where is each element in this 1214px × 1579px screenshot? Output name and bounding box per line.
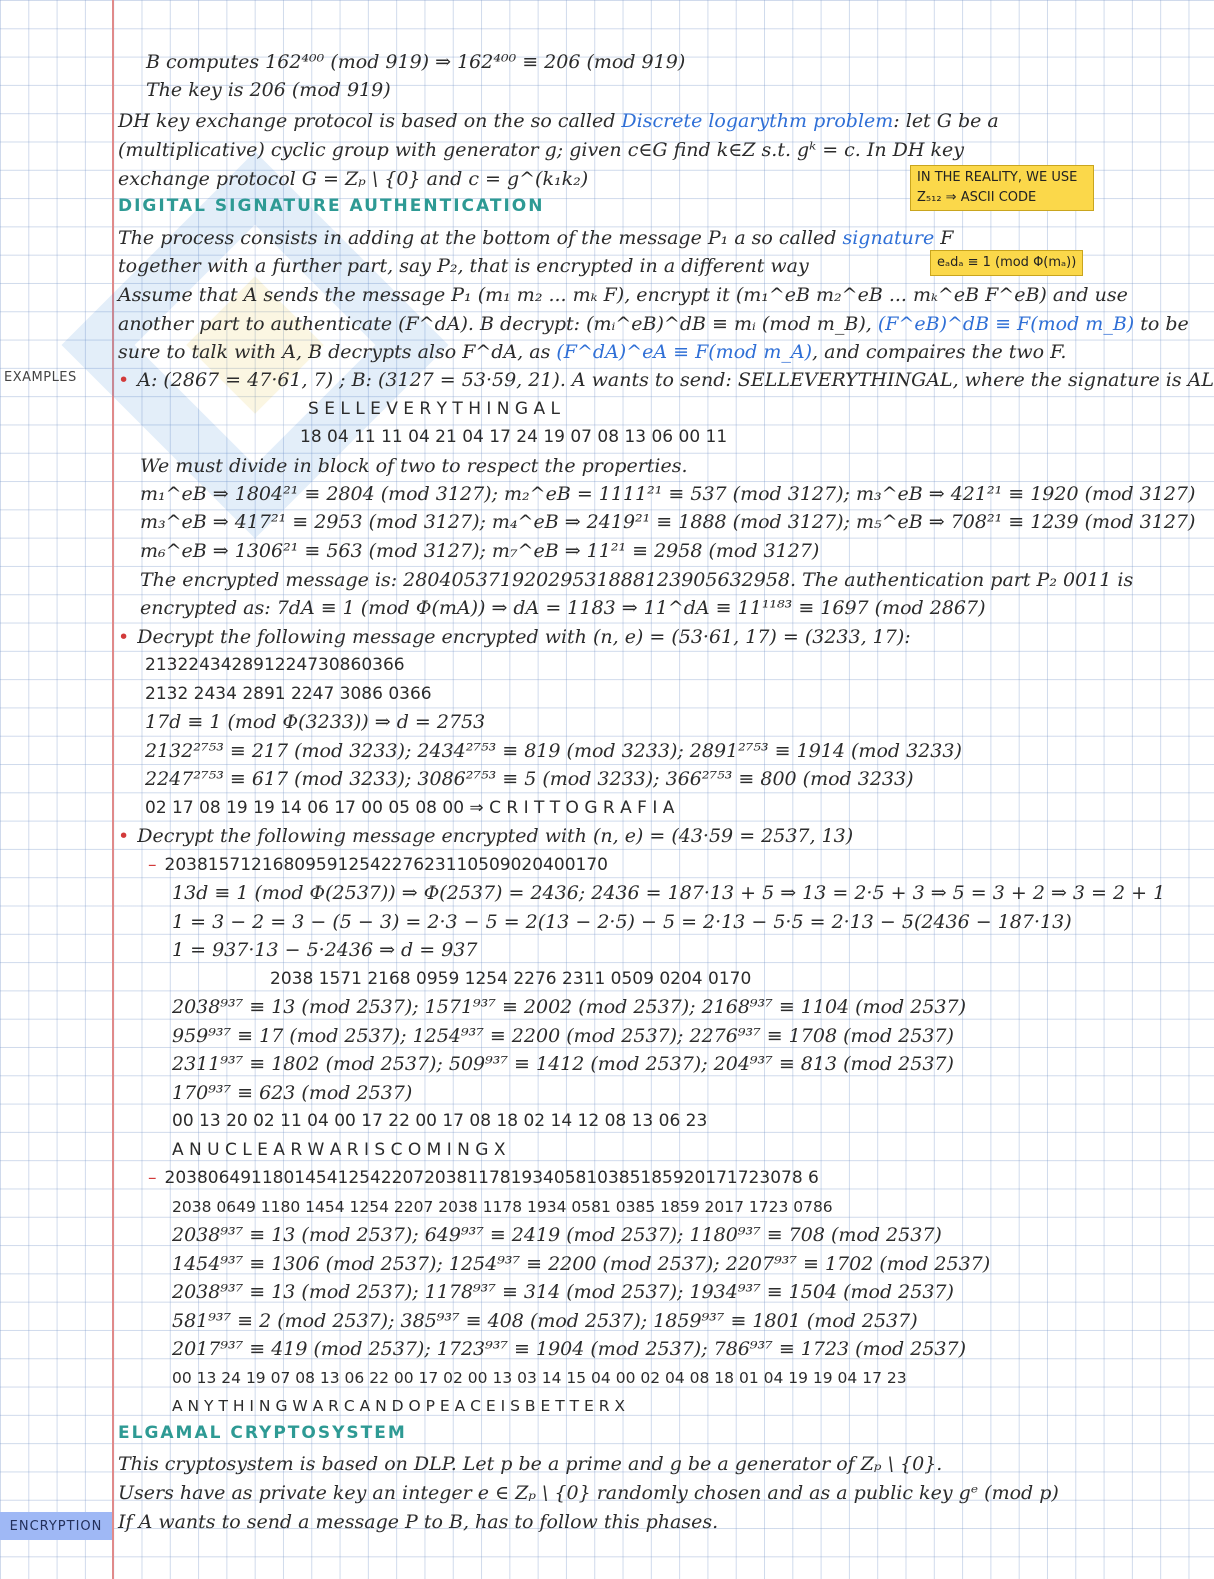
- text-line: 17d ≡ 1 (mod Φ(3233)) ⇒ d = 2753: [145, 711, 486, 733]
- text-line: 00 13 24 19 07 08 13 06 22 00 17 02 00 13 03 14 15 04 00 02 04 08 18 01 04 19 19 04 17 23: [172, 1369, 907, 1387]
- text-line: 1 = 3 − 2 = 3 − (5 − 3) = 2·3 − 5 = 2(13 − 2·5) − 5 = 2·13 − 5·5 = 2·13 − 5(2436 − 187·13): [172, 911, 1072, 933]
- text-line: A N U C L E A R W A R I S C O M I N G X: [172, 1140, 506, 1160]
- text-line: sure to talk with A, B decrypts also F^dA, as (F^dA)^eA ≡ F(mod m_A), and compaires the two F.: [118, 341, 1067, 363]
- side-label-encryption: ENCRYPTION: [0, 1512, 112, 1540]
- dash-icon: –: [148, 855, 157, 875]
- text-line: 213224342891224730860366: [145, 655, 405, 675]
- text-line: – 20380649118014541254220720381178193405810385185920171723078 6: [148, 1168, 819, 1188]
- text-line: B computes 162⁴⁰⁰ (mod 919) ⇒ 162⁴⁰⁰ ≡ 206 (mod 919): [146, 51, 686, 73]
- text-line: DH key exchange protocol is based on the so called Discrete logarythm problem: let G be a: [118, 110, 999, 132]
- text-line: 1454⁹³⁷ ≡ 1306 (mod 2537); 1254⁹³⁷ ≡ 2200 (mod 2537); 2207⁹³⁷ ≡ 1702 (mod 2537): [172, 1253, 991, 1275]
- text-line: 1 = 937·13 − 5·2436 ⇒ d = 937: [172, 939, 478, 961]
- text-line: The key is 206 (mod 919): [146, 79, 391, 101]
- term-highlight: (F^dA)^eA ≡ F(mod m_A): [556, 341, 812, 363]
- term-highlight: Discrete logarythm problem: [621, 110, 894, 132]
- bullet-icon: •: [118, 369, 130, 391]
- text-line: 02 17 08 19 19 14 06 17 00 05 08 00 ⇒ C R I T T O G R A F I A: [145, 798, 675, 818]
- text-line: 2038 0649 1180 1454 1254 2207 2038 1178 1934 0581 0385 1859 2017 1723 0786: [172, 1198, 833, 1216]
- text-line: Users have as private key an integer e ∈ Zₚ \ {0} randomly chosen and as a public key gᵉ (mod p): [118, 1482, 1059, 1504]
- text-line: 581⁹³⁷ ≡ 2 (mod 2537); 385⁹³⁷ ≡ 408 (mod 2537); 1859⁹³⁷ ≡ 1801 (mod 2537): [172, 1310, 918, 1332]
- dash-icon: –: [148, 1168, 157, 1188]
- text-line: • Decrypt the following message encrypted with (n, e) = (53·61, 17) = (3233, 17):: [118, 626, 911, 648]
- text-line: 2038⁹³⁷ ≡ 13 (mod 2537); 1178⁹³⁷ ≡ 314 (mod 2537); 1934⁹³⁷ ≡ 1504 (mod 2537): [172, 1281, 954, 1303]
- text-line: • A: (2867 = 47·61, 7) ; B: (3127 = 53·59, 21). A wants to send: SELLEVERYTHINGAL, where the signature is AL: [118, 369, 1214, 391]
- bullet-icon: •: [118, 626, 130, 648]
- text-line: encrypted as: 7dA ≡ 1 (mod Φ(mA)) ⇒ dA = 1183 ⇒ 11^dA ≡ 11¹¹⁸³ ≡ 1697 (mod 2867): [140, 597, 986, 619]
- text-line: Assume that A sends the message P₁ (m₁ m₂ ... mₖ F), encrypt it (m₁^eB m₂^eB ... mₖ^eB F^eB) and use: [118, 284, 1128, 306]
- text-line: m₆^eB ⇒ 1306²¹ ≡ 563 (mod 3127); m₇^eB ⇒ 11²¹ ≡ 2958 (mod 3127): [140, 540, 820, 562]
- text-line: The process consists in adding at the bottom of the message P₁ a so called signature F: [118, 227, 954, 249]
- text-line: A N Y T H I N G W A R C A N D O P E A C E I S B E T T E R X: [172, 1397, 626, 1415]
- text-line: 2038 1571 2168 0959 1254 2276 2311 0509 0204 0170: [270, 969, 752, 989]
- term-highlight: signature: [842, 227, 935, 249]
- text-line: 959⁹³⁷ ≡ 17 (mod 2537); 1254⁹³⁷ ≡ 2200 (mod 2537); 2276⁹³⁷ ≡ 1708 (mod 2537): [172, 1025, 954, 1047]
- section-heading: ELGAMAL CRYPTOSYSTEM: [118, 1423, 407, 1443]
- text-line: 2247²⁷⁵³ ≡ 617 (mod 3233); 3086²⁷⁵³ ≡ 5 (mod 3233); 366²⁷⁵³ ≡ 800 (mod 3233): [145, 768, 914, 790]
- text-line: 2132 2434 2891 2247 3086 0366: [145, 684, 432, 704]
- margin-line: [112, 0, 114, 1579]
- text-line: 2311⁹³⁷ ≡ 1802 (mod 2537); 509⁹³⁷ ≡ 1412 (mod 2537); 204⁹³⁷ ≡ 813 (mod 2537): [172, 1053, 954, 1075]
- text-line: 2017⁹³⁷ ≡ 419 (mod 2537); 1723⁹³⁷ ≡ 1904 (mod 2537); 786⁹³⁷ ≡ 1723 (mod 2537): [172, 1338, 967, 1360]
- side-label-examples: EXAMPLES: [4, 370, 77, 385]
- text-line: 00 13 20 02 11 04 00 17 22 00 17 08 18 02 14 12 08 13 06 23: [172, 1111, 708, 1131]
- text-line: – 20381571216809591254227623110509020400170: [148, 855, 608, 875]
- text-line: 18 04 11 11 04 21 04 17 24 19 07 08 13 06 00 11: [300, 427, 728, 447]
- text-line: 2132²⁷⁵³ ≡ 217 (mod 3233); 2434²⁷⁵³ ≡ 819 (mod 3233); 2891²⁷⁵³ ≡ 1914 (mod 3233): [145, 740, 962, 762]
- text-line: We must divide in block of two to respect the properties.: [140, 455, 688, 477]
- note-reality: IN THE REALITY, WE USE Z₅₁₂ ⇒ ASCII CODE: [910, 165, 1094, 211]
- text-line: another part to authenticate (F^dA). B decrypt: (mᵢ^eB)^dB ≡ mᵢ (mod m_B), (F^eB)^dB ≡ F(mod m_B) to be: [118, 313, 1189, 335]
- text-line: This cryptosystem is based on DLP. Let p be a prime and g be a generator of Zₚ \ {0}.: [118, 1453, 943, 1475]
- text-line: • Decrypt the following message encrypted with (n, e) = (43·59 = 2537, 13): [118, 825, 854, 847]
- text-line: S E L L E V E R Y T H I N G A L: [308, 399, 561, 419]
- text-line: m₁^eB ⇒ 1804²¹ ≡ 2804 (mod 3127); m₂^eB = 1111²¹ ≡ 537 (mod 3127); m₃^eB ⇒ 421²¹ ≡ 1920 (mod 3127): [140, 483, 1196, 505]
- text-line: m₃^eB ⇒ 417²¹ ≡ 2953 (mod 3127); m₄^eB ⇒ 2419²¹ ≡ 1888 (mod 3127); m₅^eB ⇒ 708²¹ ≡ 1239 (mod 3127): [140, 511, 1196, 533]
- text-line: If A wants to send a message P to B, has to follow this phases.: [118, 1511, 719, 1533]
- term-highlight: (F^eB)^dB ≡ F(mod m_B): [877, 313, 1135, 335]
- text-line: together with a further part, say P₂, that is encrypted in a different way: [118, 255, 809, 277]
- text-line: exchange protocol G = Zₚ \ {0} and c = g^(k₁k₂): [118, 168, 589, 190]
- text-line: The encrypted message is: 28040537192029531888123905632958. The authentication part P₂ 0011 is: [140, 569, 1134, 591]
- bullet-icon: •: [118, 825, 130, 847]
- section-heading: DIGITAL SIGNATURE AUTHENTICATION: [118, 196, 545, 216]
- text-line: 2038⁹³⁷ ≡ 13 (mod 2537); 649⁹³⁷ ≡ 2419 (mod 2537); 1180⁹³⁷ ≡ 708 (mod 2537): [172, 1224, 942, 1246]
- text-line: 13d ≡ 1 (mod Φ(2537)) ⇒ Φ(2537) = 2436; 2436 = 187·13 + 5 ⇒ 13 = 2·5 + 3 ⇒ 5 = 3 + 2 ⇒ 3 = 2 + 1: [172, 882, 1166, 904]
- text-line: 2038⁹³⁷ ≡ 13 (mod 2537); 1571⁹³⁷ ≡ 2002 (mod 2537); 2168⁹³⁷ ≡ 1104 (mod 2537): [172, 996, 967, 1018]
- note-ed: eₐdₐ ≡ 1 (mod Φ(mₐ)): [930, 250, 1083, 276]
- text-line: 170⁹³⁷ ≡ 623 (mod 2537): [172, 1082, 413, 1104]
- text-line: (multiplicative) cyclic group with generator g; given c∈G find k∈Z s.t. gᵏ = c. In DH key: [118, 139, 964, 161]
